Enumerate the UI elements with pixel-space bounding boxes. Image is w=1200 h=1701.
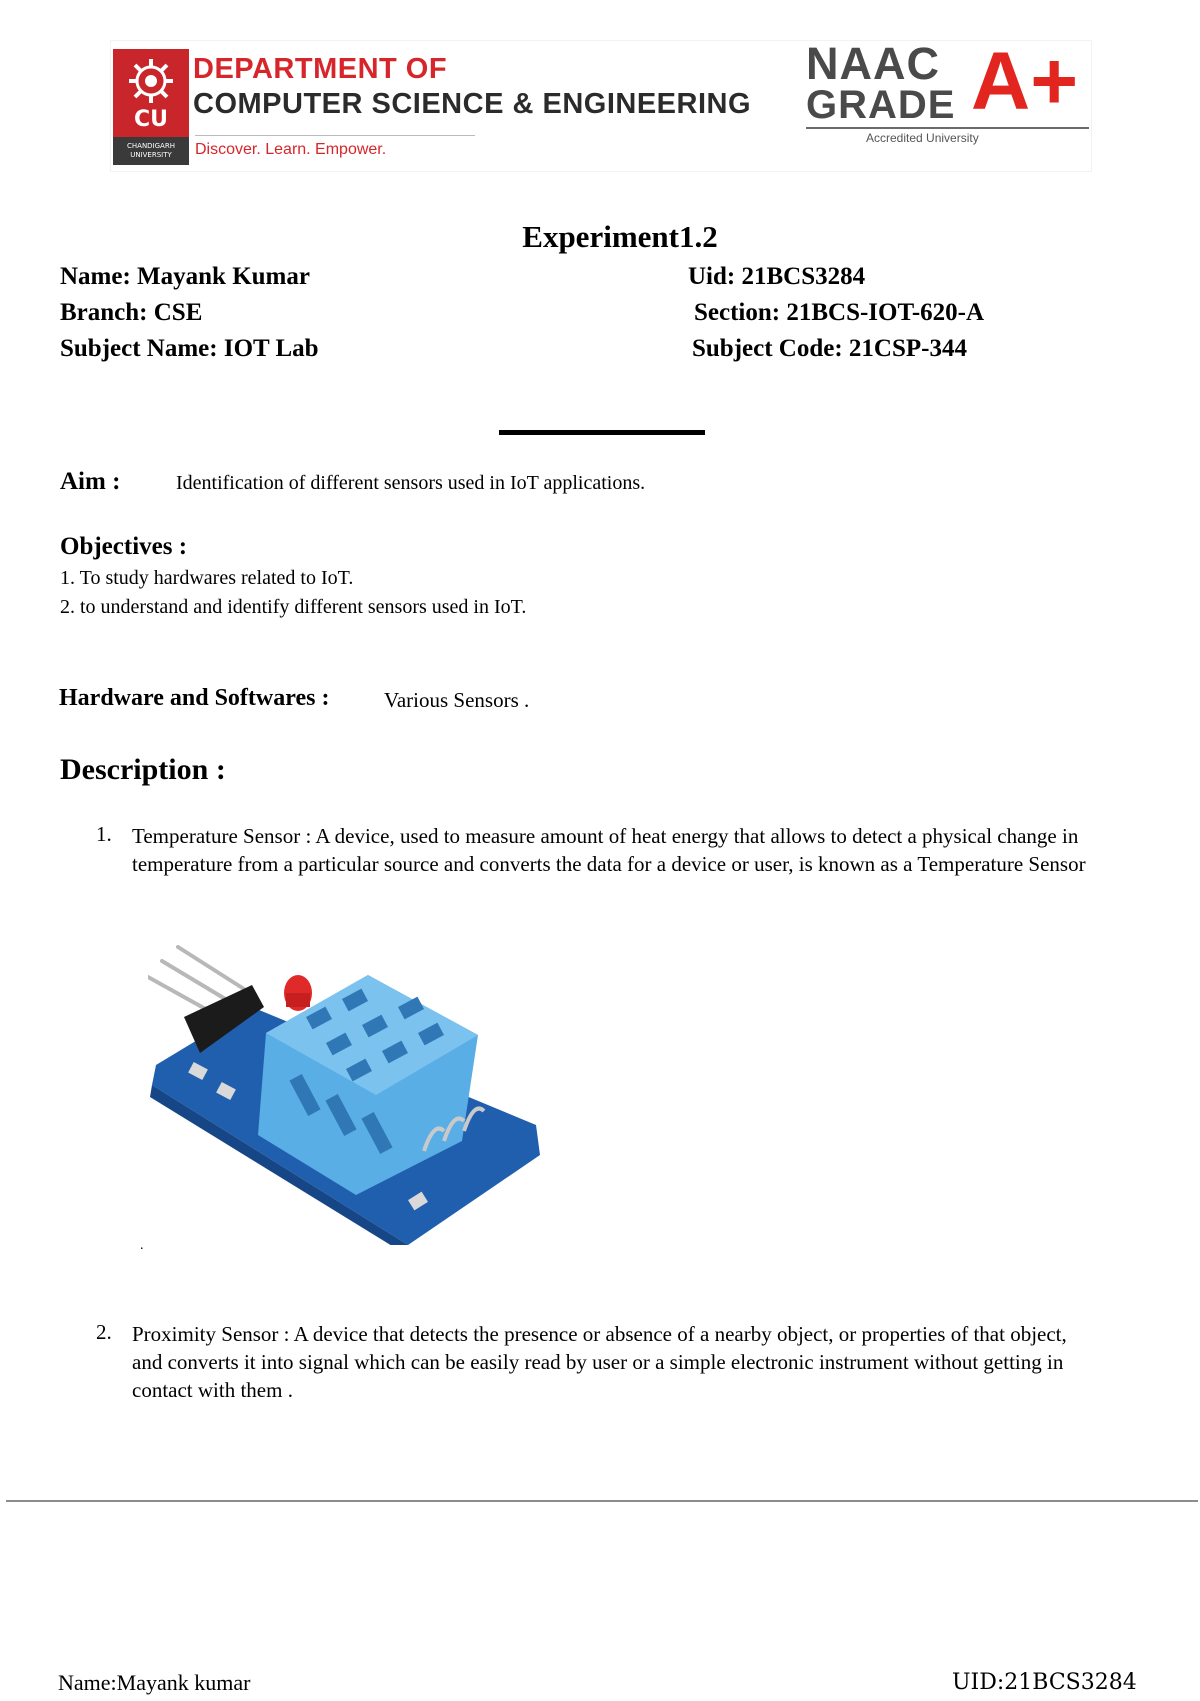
experiment-title: Experiment1.2 <box>522 219 718 254</box>
objective-item: 1. To study hardwares related to IoT. <box>60 567 354 589</box>
logo-subtext: CHANDIGARH UNIVERSITY <box>113 137 189 165</box>
image-caption: . <box>140 1238 144 1253</box>
footer-divider <box>6 1500 1198 1502</box>
department-banner <box>110 36 1092 172</box>
footer-student-name: Name:Mayank kumar <box>58 1670 251 1695</box>
logo-letters: CU <box>133 107 168 132</box>
department-name-line1: DEPARTMENT OF <box>193 53 448 85</box>
list-item-number: 2. <box>96 1320 112 1344</box>
accredited-label: Accredited University <box>866 131 979 145</box>
description-heading: Description : <box>60 753 226 786</box>
temperature-sensor-description: Temperature Sensor : A device, used to measure amount of heat energy that allows to detect a physical change in temperature from a particular source and converts the data for a device or user, is known as a Temperature Sensor <box>132 824 1086 876</box>
naac-divider <box>806 127 1089 129</box>
student-uid: Uid: 21BCS3284 <box>688 263 866 290</box>
student-section: Section: 21BCS-IOT-620-A <box>694 299 985 326</box>
subject-name: Subject Name: IOT Lab <box>60 335 319 362</box>
title-divider <box>499 430 705 435</box>
gear-emblem-icon <box>127 57 175 105</box>
student-name: Name: Mayank Kumar <box>60 263 310 290</box>
student-branch: Branch: CSE <box>60 299 203 326</box>
grade-label: GRADE <box>806 83 956 127</box>
grade-value: A+ <box>971 36 1079 127</box>
university-tagline: Discover. Learn. Empower. <box>195 141 387 158</box>
list-item-number: 1. <box>96 822 112 846</box>
university-logo <box>113 49 189 165</box>
footer-student-uid: UID:21BCS3284 <box>952 1670 1137 1695</box>
hardware-text: Various Sensors . <box>384 688 530 712</box>
dht11-sensor-image <box>148 945 540 1245</box>
aim-label: Aim : <box>60 468 121 495</box>
proximity-sensor-description: Proximity Sensor : A device that detects the presence or absence of a nearby object, or properties of that object, and converts it into signal which can be easily read by user or a simple electronic instrument without getting in contact with them . <box>132 1322 1067 1402</box>
objective-item: 2. to understand and identify different sensors used in IoT. <box>60 596 527 618</box>
hardware-label: Hardware and Softwares : <box>59 685 330 711</box>
objectives-heading: Objectives : <box>60 533 188 560</box>
aim-text: Identification of different sensors used in IoT applications. <box>176 472 646 494</box>
subject-code: Subject Code: 21CSP-344 <box>692 335 967 362</box>
department-name-line2: COMPUTER SCIENCE & ENGINEERING <box>193 88 751 120</box>
tagline-divider <box>195 135 475 136</box>
naac-label: NAAC <box>806 38 940 89</box>
